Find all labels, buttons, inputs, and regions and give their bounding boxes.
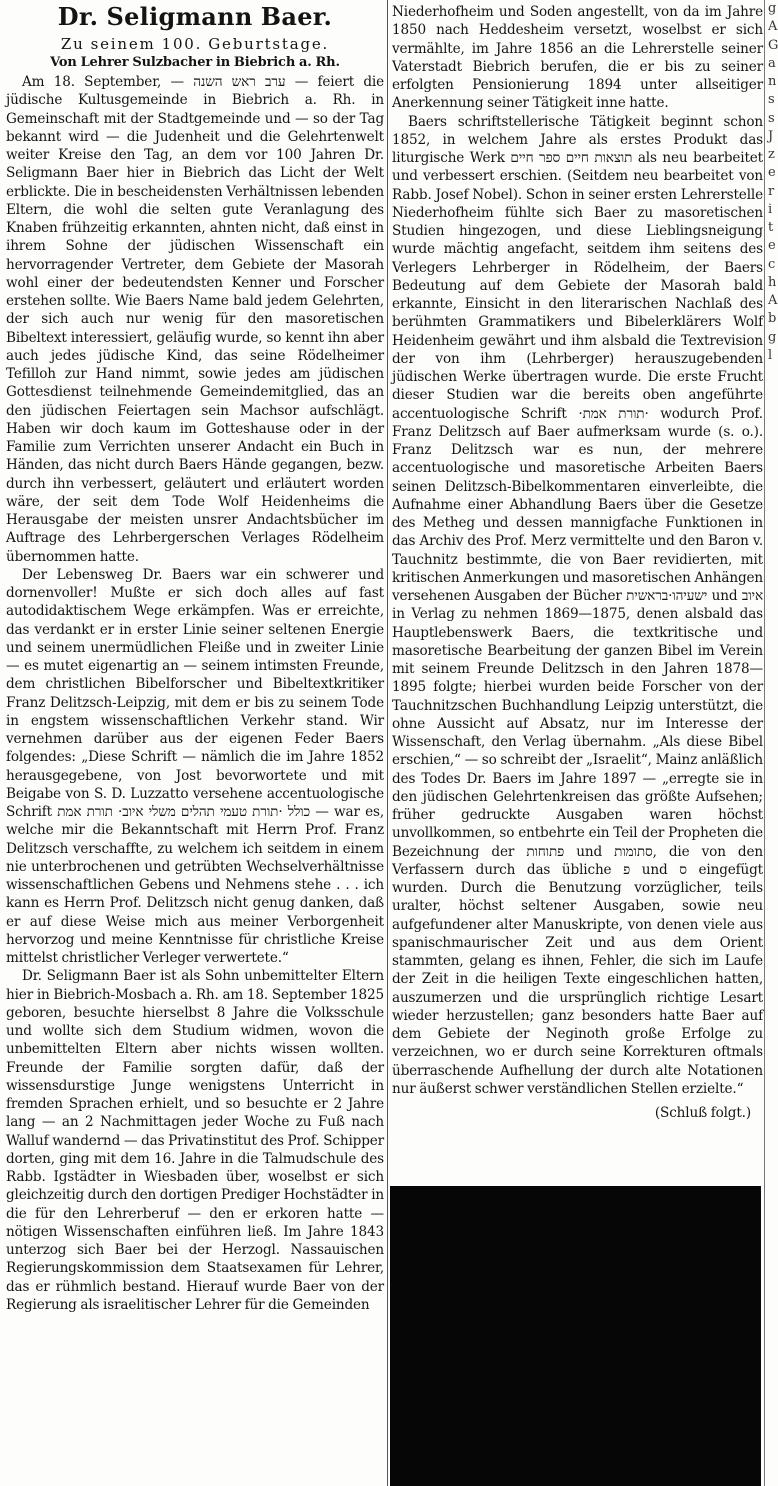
blacked-out-area: [390, 1186, 761, 1486]
article-subtitle: Zu seinem 100. Geburtstage.: [60, 35, 330, 53]
paragraph-life-path: Der Lebensweg Dr. Baers war ein schwerer und dornenvoller! Mußte er sich doch alles auf fast autodidaktischem Wege erkämpfen. Was er erreichte, das verdankt er in erster Linie seiner seltenen Energie und seinem unermüdlichen Fleiße und in zweiter Linie — es mutet eigenartig an — seinem intimsten Freunde, dem christlichen Bibelforscher und Bibeltextkritiker Franz Delitzsch-Leipzig, mit dem er bis zu seinem Tode in engstem wissenschaftlichen Verkehr stand. Wir vernehmen darüber aus der eigenen Feder Baers folgendes: „Diese Schrift — nämlich die im Jahre 1852 herausgegebene, von Jost bevorwortete und mit Beigabe von S. D. Luzzatto versehene accentuologische Schrift כולל ·תורת טעמי תהלים משלי איוב· תורת אמת — war es, welche mir die Bekanntschaft mit Herrn Prof. Franz Delitzsch verschaffte, zu welchem ich seitdem in einem nie unterbrochenen und getrübten Wechselverhältnisse wissenschaftlichen Gebens und Nehmens stehe . . . ich kann es Herrn Prof. Delitzsch nicht genug danken, daß er auf diese Weise mich aus meiner Verborgenheit hervorzog und meine Kenntnisse für christliche Kreise mittelst christlicher Verleger verwertete.“: [6, 566, 384, 966]
to-be-continued-note: (Schluß folgt.): [654, 1105, 751, 1121]
adjacent-column-fragments: g A G a n s s J z e r i t e c h A b g l: [768, 1, 778, 363]
column-rule: [387, 0, 388, 1486]
paragraph-biography-continued: Niederhofheim und Soden angestellt, von da im Jahre 1850 nach Heddesheim versetzt, woselbst er sich vermählte, im Jahre 1856 an die Lehrerstelle seiner Vaterstadt Biebrich berufen, die er bis zu seiner erfolgten Pensionierung 1894 unter allseitiger Anerkennung seiner Tätigkeit inne hatte.: [392, 4, 763, 112]
article-title: Dr. Seligmann Baer.: [57, 2, 333, 31]
right-column: [392, 3, 763, 1122]
column-rule-right: [764, 0, 765, 1486]
article-byline: Von Lehrer Sulzbacher in Biebrich a. Rh.: [50, 55, 340, 70]
paragraph-intro: Am 18. September, — ערב ראש השנה — feiert die jüdische Kultusgemeinde in Biebrich a. Rh. in Gemeinschaft mit der Stadtgemeinde und — so der Tag bekannt wird — die Judenheit und die Gelehrtenwelt weiter Kreise den Tag, an dem vor 100 Jahren Dr. Seligmann Baer hier in Biebrich das Licht der Welt erblickte. Die in bescheidensten Verhältnissen lebenden Eltern, die wohl die selten gute Veranlagung des Knaben frühzeitig erkannten, ahnten nicht, daß einst in ihrem Sohne der jüdischen Wissenschaft ein hervorragender Vertreter, dem Gebiete der Masorah wohl einer der bedeutendsten Kenner und Forscher erstehen sollte. Wie Baers Name bald jedem Gelehrten, der sich auch nur wenig für den masoretischen Bibeltext interessiert, geläufig wurde, so kennt ihn aber auch jedes jüdische Kind, das seine Rödelheimer Tefilloh zur Hand nimmt, sowie jedes am jüdischen Gottesdienst teilnehmende Gemeindemitglied, das an den jüdischen Feiertagen sein Machsor aufschlägt. Haben wir doch kaum im Gotteshause oder in der Familie zum Verrichten unserer Andacht ein Buch in Händen, das nicht durch Baers Hände gegangen, bezw. durch ihn verbessert, geläutert und erläutert worden wäre, der seit dem Tode Wolf Heidenheims die Herausgabe der meisten unsrer Andachtsbücher im Auftrage des Lehrbergerschen Verlages Rödelheim übernommen hatte.: [6, 74, 385, 565]
paragraph-literary-work: Baers schriftstellerische Tätigkeit beginnt schon 1852, in welchem Jahre als erstes Produkt das liturgische Werk תוצאות חיים ספר חיים als neu bearbeitet und verbessert erschien. (Seitdem neu bearbeitet von Rabb. Josef Nobel). Schon in seiner ersten Lehrerstelle Niederhofheim fühlte sich Baer zu masoretischen Studien hingezogen, und diese Lieblingsneigung wurde mächtig angefacht, seitdem ihm seitens des Verlegers Lehrberger in Rödelheim, der Baers Bedeutung auf dem Gebiete der Masorah bald erkannte, Einsicht in den literarischen Nachlaß des berühmten Grammatikers und Bibelerklärers Wolf Heidenheim gewährt und ihm alsbald die Textrevision der von ihm (Lehrberger) herauszugebenden jüdischen Werke übertragen wurde. Die erste Frucht dieser Studien war die bereits oben angeführte accentuologische Schrift ·תורת אמת· wodurch Prof. Franz Delitzsch auf Baer aufmerksam wurde (s. o.). Franz Delitzsch war es nun, der mehrere accentuologische und masoretische Arbeiten Baers seinen Delitzsch-Bibelkommentaren einverleibte, die Aufnahme einer Abhandlung Baers über die Gesetze des Metheg und dessen mannigfache Funktionen in das Archiv des Prof. Merz vermittelte und den Baron v. Tauchnitz bestimmte, die von Baer revidierten, mit kritischen Anmerkungen und masoretischen Anhängen versehenen Ausgaben der Bücher ישעיהו·בראשית und איוב in Verlag zu nehmen 1869—1875, denen alsbald das Hauptlebenswerk Baers, die textkritische und masoretische Bearbeitung der ganzen Bibel im Verein mit seinem Freunde Delitzsch in den Jahren 1878—1895 folgte; hierbei wurden beide Forscher von der Tauchnitzschen Buchhandlung Leipzig unterstützt, die ohne Aussicht auf Absatz, nur im Interesse der Wissenschaft, den Verlag übernahm. „Als diese Bibel erschien,“ — so schreibt der „Israelit“, Mainz anläßlich des Todes Dr. Baers im Jahre 1897 — „erregte sie in den jüdischen Gelehrtenkreisen das größte Aufsehen; früher gedruckte Ausgaben waren höchst unvollkommen, so entbehrte ein Teil der Propheten die Bezeichnung der פתוחות und סתומות, die von den Verfassern durch das übliche פ und ס eingefügt wurden. Durch die Benutzung vorzüglicher, teils uralter, höchst seltener Ausgaben, sowie neu aufgefundener alter Manuskripte, von denen viele aus spanischmaurischer Zeit und aus dem Orient stammten, gelang es ihnen, Fehler, die sich im Laufe der Zeit in die heiligen Texte eingeschlichen hatten, auszumerzen und die ursprünglich richtige Lesart wieder herzustellen; ganz besonders hatte Baer auf dem Gebiete der Neginoth große Erfolge zu verzeichnen, wo er durch seine Korrekturen oftmals überraschende Aufhellung der durch alte Notationen nur äußerst schwer verständlichen Stellen erzielte.“: [392, 113, 764, 1097]
paragraph-biography: Dr. Seligmann Baer ist als Sohn unbemittelter Eltern hier in Biebrich-Mosbach a. Rh. am 18. September 1825 geboren, besuchte hierselbst 8 Jahre die Volksschule und wollte sich dem Studium widmen, wovon die unbemittelten Eltern aber nichts wissen wollten. Freunde der Familie sorgten dafür, daß der wissensdurstige Junge wenigstens Unterricht in fremden Sprachen erhielt, und so besuchte er 2 Jahre lang — an 2 Nachmittagen jeder Woche zu Fuß nach Walluf wandernd — das Privatinstitut des Prof. Schipper dorten, ging mit dem 16. Jahre in die Talmudschule des Rabb. Igstädter in Wiesbaden über, woselbst er sich gleichzeitig durch den dortigen Prediger Hochstädter in die für den Lehrerberuf — den er erkoren hatte — nötigen Wissenschaften einführen ließ. Im Jahre 1843 unterzog sich Baer bei der Herzogl. Nassauischen Regierungskommission dem Staatsexamen für Lehrer, das er rühmlich bestand. Hierauf wurde Baer von der Regierung als israelitischer Lehrer für die Gemeinden: [6, 968, 384, 1313]
left-column: [6, 0, 384, 1314]
